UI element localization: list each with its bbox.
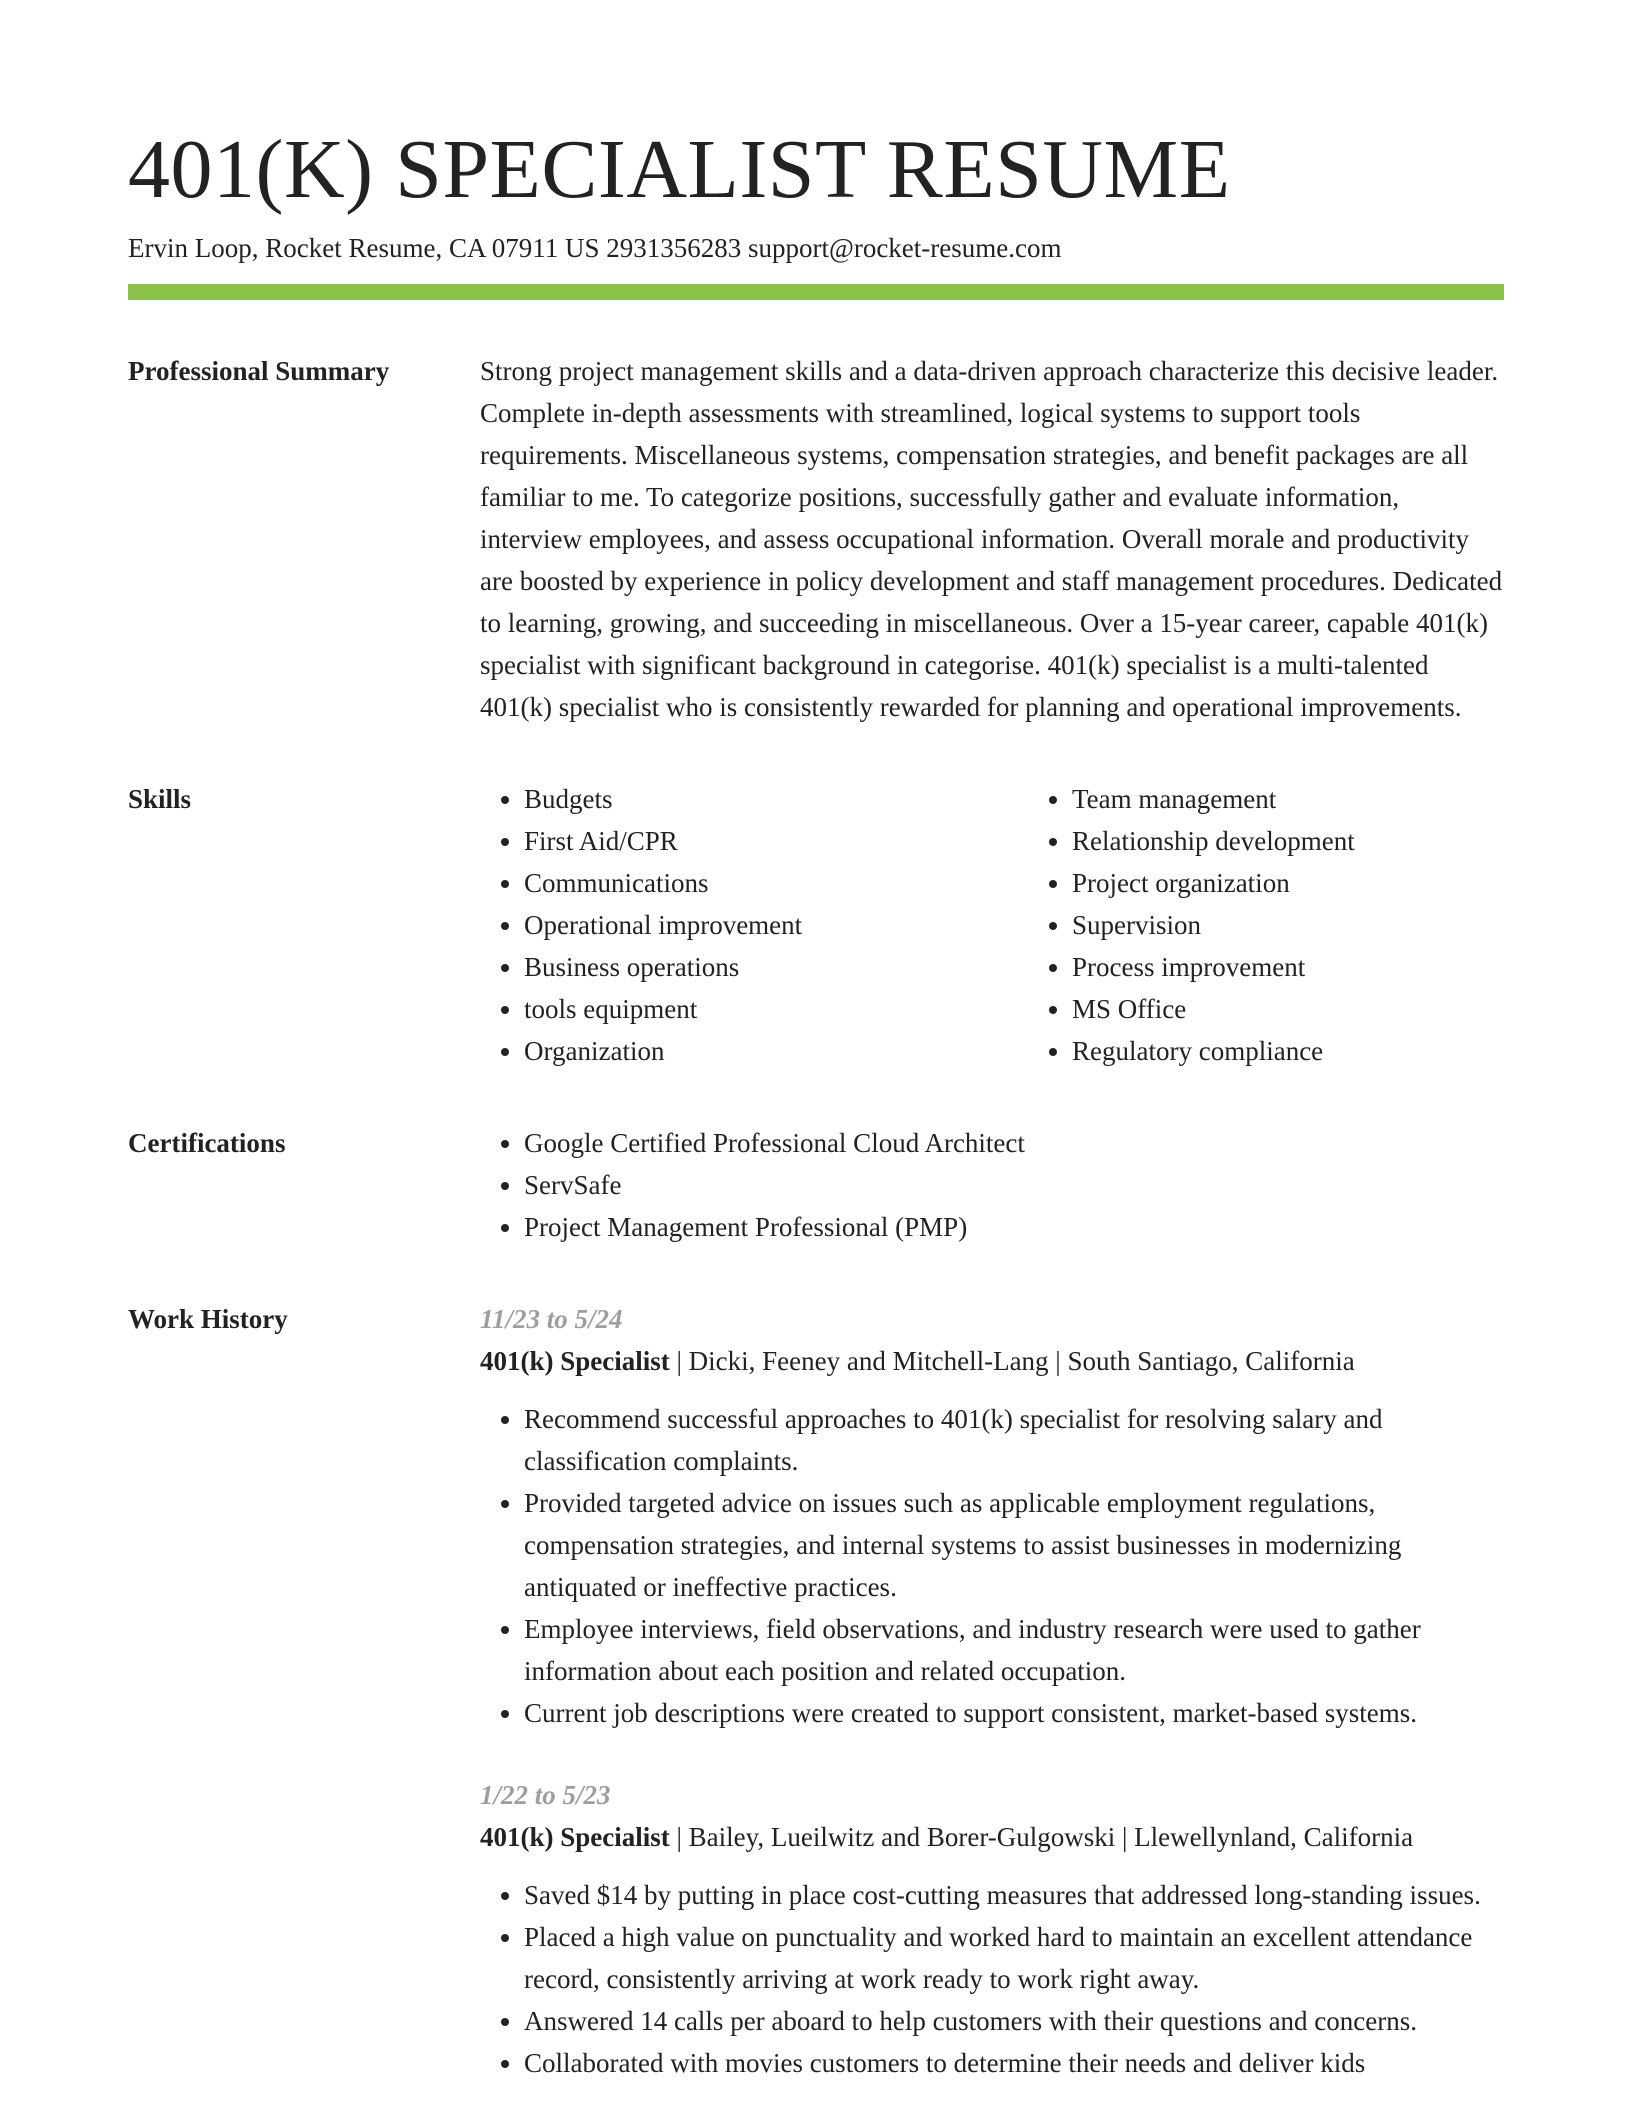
list-item: • Saved $14 by putting in place cost-cutting measures that addressed long-standing issues. [524, 1874, 1504, 1916]
list-item: • Supervision [1072, 904, 1576, 946]
list-item: • Answered 14 calls per aboard to help customers with their questions and concerns. [524, 2000, 1504, 2042]
job-dates: 1/22 to 5/23 [480, 1780, 611, 1810]
job-employer-location: | Bailey, Lueilwitz and Borer-Gulgowski | Llewellynland, California [669, 1822, 1414, 1852]
job-entry [480, 1774, 1504, 2084]
list-item: • tools equipment [524, 988, 1028, 1030]
skills-section [128, 778, 1504, 1072]
job-title: 401(k) Specialist [480, 1822, 670, 1852]
list-item: • Project organization [1072, 862, 1576, 904]
summary-label: Professional Summary [128, 356, 390, 386]
resume-title: 401(K) SPECIALIST RESUME [128, 123, 1231, 216]
job-employer-location: | Dicki, Feeney and Mitchell-Lang | South Santiago, California [669, 1346, 1355, 1376]
accent-divider [128, 284, 1504, 300]
list-item: • Placed a high value on punctuality and worked hard to maintain an excellent attendance record, consistently arriving at work ready to work right away. [524, 1916, 1504, 2000]
job-entry [480, 1298, 1504, 1734]
skills-label: Skills [128, 784, 192, 814]
list-item: • Team management [1072, 778, 1576, 820]
list-item: • MS Office [1072, 988, 1576, 1030]
skills-list-right [1028, 778, 1576, 1072]
certifications-section [128, 1122, 1504, 1248]
list-item: • Relationship development [1072, 820, 1576, 862]
resume-page [128, 120, 1504, 2124]
list-item: • Google Certified Professional Cloud Architect [524, 1122, 1504, 1164]
summary-section [128, 350, 1504, 728]
job-bullets [480, 1874, 1504, 2084]
job-dates: 11/23 to 5/24 [480, 1304, 623, 1334]
job-title-line [480, 1340, 1504, 1382]
list-item: • Process improvement [1072, 946, 1576, 988]
certifications-list [480, 1122, 1504, 1248]
list-item: • Recommend successful approaches to 401(k) specialist for resolving salary and classification complaints. [524, 1398, 1504, 1482]
skills-list-left [480, 778, 1028, 1072]
list-item: • Employee interviews, field observations, and industry research were used to gather information about each position and related occupation. [524, 1608, 1504, 1692]
list-item: • Communications [524, 862, 1028, 904]
list-item: • Budgets [524, 778, 1028, 820]
list-item: • Current job descriptions were created to support consistent, market-based systems. [524, 1692, 1504, 1734]
list-item: • Provided targeted advice on issues such as applicable employment regulations, compensation strategies, and internal systems to assist businesses in modernizing antiquated or ineffective practices. [524, 1482, 1504, 1608]
list-item: • Project Management Professional (PMP) [524, 1206, 1504, 1248]
work-history-section [128, 1298, 1504, 2124]
contact-line: Ervin Loop, Rocket Resume, CA 07911 US 2931356283 support@rocket-resume.com [128, 233, 1062, 263]
list-item: • Collaborated with movies customers to determine their needs and deliver kids [524, 2042, 1504, 2084]
job-title: 401(k) Specialist [480, 1346, 670, 1376]
work-history-jobs [480, 1298, 1504, 2124]
list-item: • Regulatory compliance [1072, 1030, 1576, 1072]
list-item: • Business operations [524, 946, 1028, 988]
list-item: • Operational improvement [524, 904, 1028, 946]
certifications-label: Certifications [128, 1128, 286, 1158]
list-item: • Organization [524, 1030, 1028, 1072]
work-history-label: Work History [128, 1304, 288, 1334]
job-bullets [480, 1398, 1504, 1734]
list-item: • ServSafe [524, 1164, 1504, 1206]
list-item: • First Aid/CPR [524, 820, 1028, 862]
job-title-line [480, 1816, 1504, 1858]
summary-text: Strong project management skills and a data-driven approach characterize this decisive leader. Complete in-depth assessments with streamlined, logical systems to support tools requirements. Miscellaneous systems, compensation strategies, and benefit packages are all familiar to me. To categorize positions, successfully gather and evaluate information, interview employees, and assess occupational information. Overall morale and productivity are boosted by experience in policy development and staff management procedures. Dedicated to learning, growing, and succeeding in miscellaneous. Over a 15-year career, capable 401(k) specialist with significant background in categorise. 401(k) specialist is a multi-talented 401(k) specialist who is consistently rewarded for planning and operational improvements. [480, 356, 1503, 722]
